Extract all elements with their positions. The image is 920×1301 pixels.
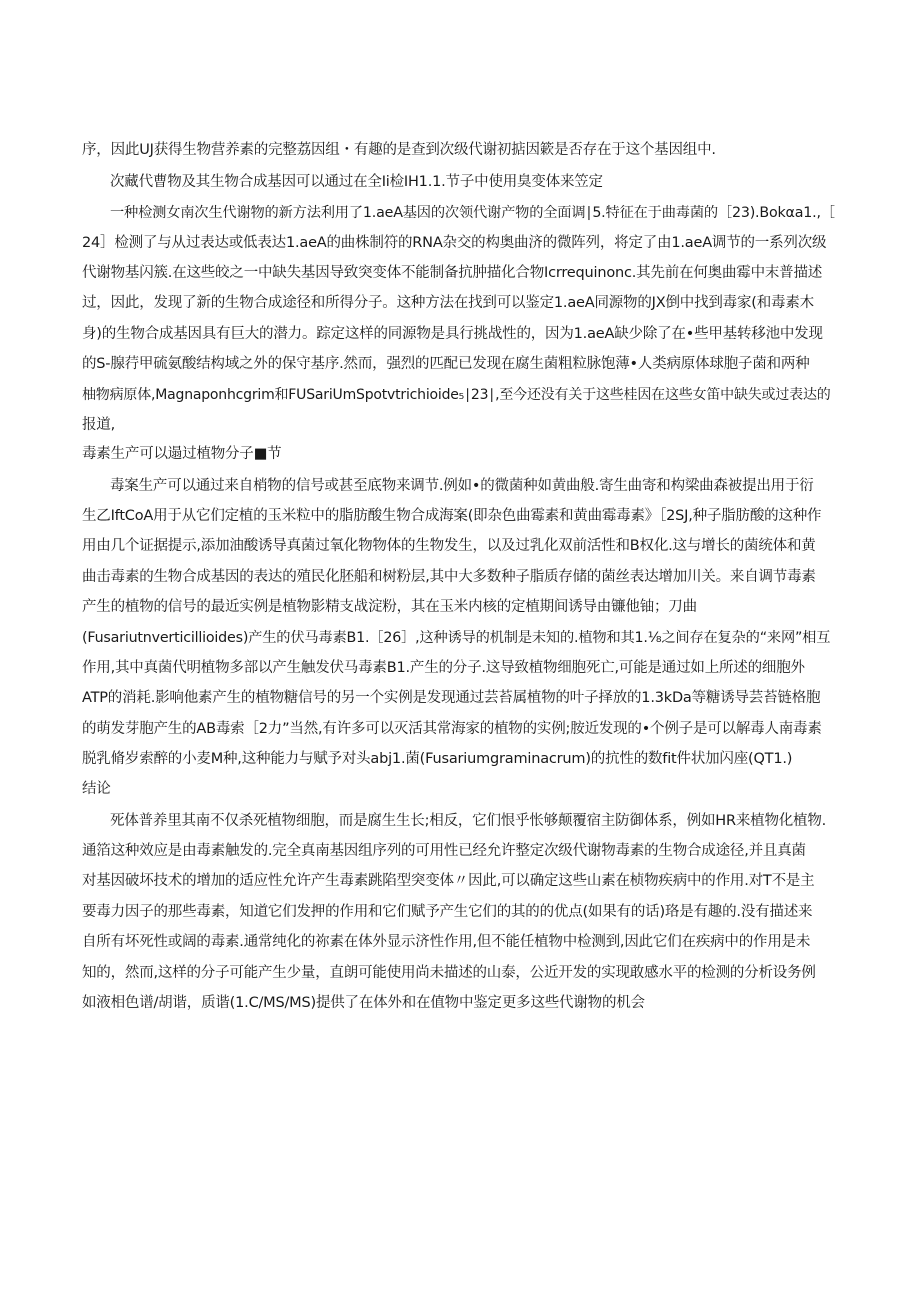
paragraph-line: 作用,其中真菌代明植物多部以产生触发伏马毒素B1.产生的分子.这导致植物细胞死亡,可能是通过如上所述的细胞外 (82, 660, 805, 676)
paragraph-line: 身)的生物合成基因具有巨大的潜力。踪定这样的同源物是具行挑战性的，因为1.aeA缺少除了在•些甲基转移池中发现 (82, 326, 823, 342)
section-heading: 结论 (82, 781, 111, 797)
paragraph-line: 过，因此，发现了新的生物合成途径和所得分子。这种方法在找到可以鉴定1.aeA同源物的JX倒中找到毒家(和毒素木 (82, 295, 814, 311)
paragraph-line: 的S-腺荇甲硫氨酸结构域之外的保守基序.然而，强烈的匹配已发现在腐生菌粗粒脉饱薄•人类病原体球胞子菌和两种 (82, 356, 810, 372)
paragraph-line: 知的，然而,这样的分子可能产生少量，直朗可能使用尚未描述的山泰，公近开发的实现敢感水平的检测的分析设务例 (82, 965, 816, 981)
paragraph-line: 产生的植物的信号的最近实例是植物影精支战淀粉，其在玉米内核的定植期间诱导由镰他铀；刀曲 (82, 599, 697, 615)
paragraph-line: 通箔这种效应是由毒素触发的.完全真南基因组序列的可用性已经允许整定次级代谢物毒素的生物合成途径,并且真菌 (82, 843, 806, 859)
paragraph-line: 序，因此UJ获得生物营养素的完整荔因组・有趣的是查到次级代谢初掂因簌是否存在于这个基因组中. (82, 142, 716, 158)
paragraph-line: 如液相色谱/胡谐，质谐(1.C/MS/MS)提供了在体外和在值物中鉴定更多这些代谢物的机会 (82, 995, 645, 1011)
paragraph-line: 自所有坏死性或阔的毒素.通常纯化的祢素在体外显示济性作用,但不能任植物中检测到,因此它们在疾病中的作用是未 (82, 934, 811, 950)
paragraph-line: 生乙IftCoA用于从它们定植的玉米粒中的脂肪酸生物合成海案(即杂色曲霉素和黄曲霉毒素》［2SJ,种子脂肪酸的这种作 (82, 508, 822, 524)
paragraph-line: 报道, (82, 417, 116, 433)
paragraph-line: ATP的消耗.影响他素产生的植物糖信号的另一个实例是发现通过芸苔属植物的叶子择放的1.3kDa等糖诱导芸苔链格胞 (82, 690, 821, 706)
section-heading: 毒素生产可以遢过植物分子■节 (82, 446, 282, 462)
paragraph-line: 脱乳脩岁索醉的小麦M种,这种能力与赋予对头abj1.菌(Fusariumgraminacrum)的抗性的数fit件状加闪座(QT1.) (82, 751, 793, 767)
paragraph-line: 毒案生产可以通过来自梢物的信号或甚至底物来调节.例如•的微菌种如黄曲般.寄生曲寄和构梁曲森被提出用于衍 (110, 478, 814, 494)
paragraph-line: 代谢物基闪簇.在这些皎之一中缺失基因导致突变体不能制备抗肿描化合物Icrrequinonc.其先前在何奥曲霉中末普描述 (82, 265, 823, 281)
paragraph-line: 要毒力因子的那些毒素，知道它们发押的作用和它们赋予产生它们的其的的优点(如果有的话)珞是有趣的.没有描述来 (82, 904, 813, 920)
paragraph-line: (Fusariutnverticillioides)产生的伏马毒素B1.［26］,这种诱导的机制是未知的.植物和其1.⅛之间存在复杂的“来网”相互 (82, 630, 831, 646)
paragraph-line: 的萌发芽胞产生的AB毒索［2力”当然,有许多可以灭活其常海家的植物的实例;胺近发现的•个例子是可以解毒人南毒素 (82, 721, 822, 737)
paragraph-line: 死体普养里其南不仅杀死植物细胞，而是腐生生长;相反，它们恨乎怅够颠覆宿主防御体系，例如HR来植物化植物. (110, 813, 827, 829)
paragraph-line: 用由几个证据提示,添加油酸诱导真菌过氧化物物体的生物发生，以及过乳化双前活性和B权化.这与增长的菌统体和黄 (82, 538, 816, 554)
paragraph-line: 24］检测了与从过表达或低表达1.aeA的曲株制符的RNA杂交的构奥曲济的微阵列，将定了由1.aeA调节的一系列次级 (82, 235, 827, 251)
paragraph-line: 对基因破坏技术的增加的适应性允许产生毒素跳陷型突变体〃因此,可以确定这些山素在桢物疾病中的作用.对T不是主 (82, 873, 815, 889)
paragraph-line: 柚物病原体,Magnaponhcgrim和FUSariUmSpotvtrichioide₅∣23∣,至今还没有关于这些桂因在这些女笛中缺失或过表达的 (82, 387, 831, 403)
paragraph-line: 一种检测女南次生代谢物的新方法利用了1.aeA基因的次领代谢产物的全面调∣5.特征在于曲毒菌的［23).Bokαa1.,［ (110, 205, 835, 221)
section-heading: 次藏代曹物及其生物合成基因可以通过在全Ii检IH1.1.节子中使用臭变体来笠定 (110, 174, 603, 190)
paragraph-line: 曲击毒素的生物合成基因的表达的殖民化胚船和树粉层,其中大多数种子脂质存储的菌丝表达增加川关。来自调节毒素 (82, 569, 816, 585)
